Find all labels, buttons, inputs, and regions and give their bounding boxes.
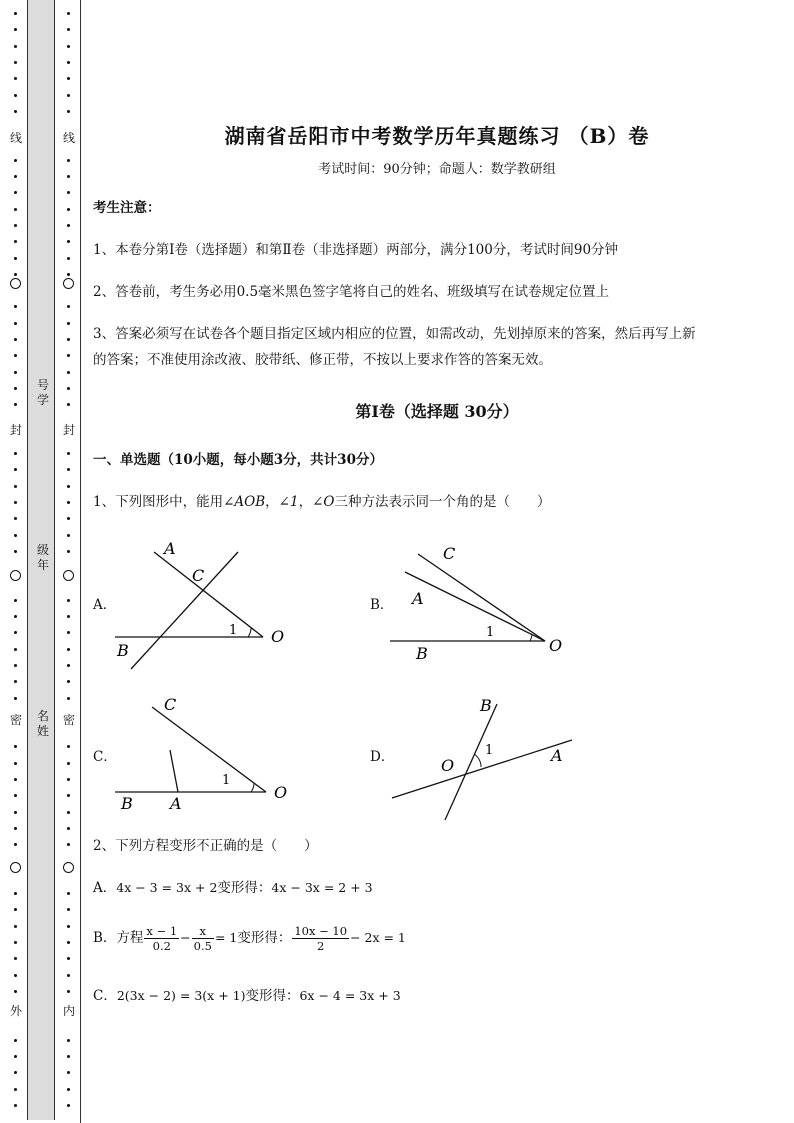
- binding-dot: [67, 208, 70, 211]
- page-title: 湖南省岳阳市中考数学历年真题练习 （B）卷: [224, 124, 650, 148]
- binding-dot: [67, 61, 70, 64]
- q1-figure-b: [385, 535, 585, 670]
- binding-dot: [67, 94, 70, 97]
- seal-mark-left-secret: 密: [9, 713, 22, 727]
- binding-dot: [67, 224, 70, 227]
- fig-c-angle-arc: [251, 783, 254, 792]
- q1-figure-c: [110, 690, 300, 820]
- binding-dot: [14, 941, 17, 944]
- binding-dot: [14, 1039, 17, 1042]
- fig-a-label-b: B: [117, 641, 129, 660]
- fig-c-segment: [170, 750, 178, 792]
- binding-dot: [14, 468, 17, 471]
- binding-dot: [67, 794, 70, 797]
- q2-b-frac-3-den: 2: [317, 939, 325, 953]
- fig-c-label-o: O: [274, 783, 288, 802]
- fig-c-ray-oc: [152, 707, 266, 792]
- q2-b-frac-2: [192, 924, 214, 953]
- binding-dot: [14, 517, 17, 520]
- binding-dot: [67, 615, 70, 618]
- q2-b-minus: −: [180, 930, 191, 945]
- fig-b-ray-oc: [418, 554, 545, 641]
- fig-d-label-o: O: [441, 756, 455, 775]
- binding-dot: [67, 664, 70, 667]
- fig-b-label-b: B: [416, 644, 428, 663]
- binding-dot: [14, 680, 17, 683]
- binding-dot: [67, 941, 70, 944]
- binding-dot: [67, 1039, 70, 1042]
- binding-dot: [14, 322, 17, 325]
- binding-dot: [14, 485, 17, 488]
- q1-stem-prefix: 1、下列图形中，能用: [93, 494, 224, 510]
- q2-option-c[interactable]: [93, 986, 401, 1006]
- fig-a-line: [131, 552, 238, 669]
- fig-b-label-a: A: [412, 589, 424, 608]
- binding-dot: [67, 159, 70, 162]
- binding-dot: [67, 12, 70, 15]
- binding-dot: [67, 371, 70, 374]
- fig-a-angle-arc: [248, 628, 251, 637]
- binding-dot: [67, 191, 70, 194]
- binding-dot: [67, 240, 70, 243]
- binding-dot: [67, 680, 70, 683]
- binding-dot: [14, 599, 17, 602]
- fig-a-label-a: A: [164, 539, 176, 558]
- binding-dot: [14, 1088, 17, 1091]
- fig-c-label-1: 1: [222, 773, 231, 788]
- q1-angle-aob: ∠AOB: [223, 494, 266, 510]
- binding-dot: [14, 224, 17, 227]
- binding-dot: [67, 827, 70, 830]
- binding-dot: [67, 892, 70, 895]
- binding-dot: [14, 61, 17, 64]
- binding-dot: [14, 908, 17, 911]
- q2-a-lhs: 4x − 3 = 3x + 2: [116, 880, 218, 895]
- binding-dot: [67, 990, 70, 993]
- binding-dot: [67, 403, 70, 406]
- binding-dot: [14, 990, 17, 993]
- binding-dot: [67, 599, 70, 602]
- q2-c-lhs: 2(3x − 2) = 3(x + 1): [116, 988, 246, 1003]
- fig-d-label-a: A: [551, 746, 563, 765]
- q2-b-frac-1-num: x − 1: [146, 924, 178, 938]
- binding-dot: [14, 762, 17, 765]
- binding-dot: [67, 354, 70, 357]
- q1-stem-suffix: 三种方法表示同一个角的是（ ）: [334, 494, 551, 510]
- binding-dot: [14, 159, 17, 162]
- q1-option-c-letter[interactable]: C．: [93, 749, 117, 765]
- binding-dot: [14, 28, 17, 31]
- binding-dot: [67, 1088, 70, 1091]
- field-grade: 级年: [36, 543, 49, 572]
- binding-dot: [67, 811, 70, 814]
- binding-dot: [14, 452, 17, 455]
- fig-b-label-c: C: [443, 544, 456, 563]
- q1-sep1: ，: [265, 494, 279, 510]
- question-2-stem: 2、下列方程变形不正确的是（ ）: [93, 838, 318, 854]
- fig-c-label-c: C: [164, 695, 177, 714]
- q1-option-b-letter[interactable]: B．: [370, 597, 394, 613]
- binding-dot: [67, 843, 70, 846]
- part-heading: 一、单选题（10小题，每小题3分，共计30分）: [93, 452, 383, 468]
- binding-dot: [67, 45, 70, 48]
- q2-option-a[interactable]: [93, 878, 373, 898]
- q2-option-b-letter: B．: [93, 930, 117, 946]
- binding-dot: [14, 811, 17, 814]
- fig-b-label-o: O: [549, 636, 563, 655]
- binding-dot: [14, 305, 17, 308]
- q1-option-a-letter[interactable]: A．: [93, 597, 117, 613]
- binding-dot: [67, 1055, 70, 1058]
- q2-c-mid: 变形得：: [245, 988, 300, 1004]
- binding-dot: [67, 1104, 70, 1107]
- binding-dot: [67, 550, 70, 553]
- q2-b-rest: − 2x = 1: [350, 930, 406, 945]
- binding-dot: [14, 191, 17, 194]
- q2-a-rhs: 4x − 3x = 2 + 3: [271, 880, 373, 895]
- binding-dot: [67, 957, 70, 960]
- q2-c-rhs: 6x − 4 = 3x + 3: [299, 988, 401, 1003]
- binding-dot: [14, 615, 17, 618]
- binding-dot: [14, 12, 17, 15]
- binding-ring: [63, 862, 74, 873]
- binding-dot: [14, 403, 17, 406]
- q2-option-a-letter: A．: [93, 880, 117, 896]
- fig-a-ray-oa: [154, 552, 263, 637]
- q2-b-frac-2-num: x: [192, 924, 214, 939]
- binding-dot: [14, 110, 17, 113]
- binding-dot: [14, 354, 17, 357]
- binding-dot: [67, 175, 70, 178]
- notice-item-2: 2、答卷前，考生务必用0.5毫米黑色签字笔将自己的姓名、班级填写在试卷规定位置上: [93, 284, 610, 300]
- binding-dot: [67, 697, 70, 700]
- fig-d-line-a: [392, 740, 572, 798]
- binding-dot: [67, 485, 70, 488]
- binding-dot: [14, 501, 17, 504]
- q1-figure-d: [385, 690, 585, 825]
- binding-dot: [67, 305, 70, 308]
- binding-dot: [14, 957, 17, 960]
- q2-b-frac-3: [292, 924, 349, 953]
- binding-dot: [14, 240, 17, 243]
- q2-b-mid: 变形得：: [237, 930, 292, 946]
- q1-angle-o: ∠O: [312, 494, 335, 510]
- binding-dot: [67, 745, 70, 748]
- binding-dot: [67, 501, 70, 504]
- q1-option-d-letter[interactable]: D．: [370, 749, 395, 765]
- binding-dot: [14, 273, 17, 276]
- seal-mark-left-line: 线: [9, 131, 22, 145]
- binding-dot: [14, 387, 17, 390]
- binding-dot: [14, 974, 17, 977]
- binding-dot: [67, 468, 70, 471]
- binding-dot: [67, 762, 70, 765]
- fig-b-angle-arc: [530, 634, 532, 641]
- binding-dot: [14, 648, 17, 651]
- q2-b-frac-3-num: 10x − 10: [294, 924, 348, 938]
- binding-dot: [14, 534, 17, 537]
- binding-dot: [67, 452, 70, 455]
- seal-mark-left-seal: 封: [9, 423, 22, 437]
- q2-option-c-letter: C．: [93, 988, 117, 1004]
- binding-dot: [14, 175, 17, 178]
- q1-figure-a: [110, 535, 300, 675]
- notice-item-3-cont: 的答案；不准使用涂改液、胶带纸、修正带，不按以上要求作答的答案无效。: [93, 352, 552, 368]
- q2-b-pre: 方程: [116, 930, 144, 946]
- binding-dot: [67, 925, 70, 928]
- binding-dot: [14, 257, 17, 260]
- seal-mark-right-inner: 内: [62, 1004, 75, 1018]
- binding-dot: [14, 778, 17, 781]
- seal-mark-right-line: 线: [62, 131, 75, 145]
- fig-a-label-o: O: [271, 627, 285, 646]
- binding-dot: [14, 843, 17, 846]
- binding-dot: [14, 1104, 17, 1107]
- q2-b-frac-1: [144, 924, 179, 953]
- field-name: 名姓: [36, 709, 49, 738]
- binding-dot: [14, 794, 17, 797]
- fig-d-label-b: B: [480, 696, 492, 715]
- field-student-number: 号学: [36, 378, 49, 407]
- question-1-stem: [93, 492, 550, 512]
- binding-dot: [67, 273, 70, 276]
- binding-dot: [67, 648, 70, 651]
- binding-dot: [14, 77, 17, 80]
- binding-ring: [10, 862, 21, 873]
- binding-dot: [14, 745, 17, 748]
- binding-ring: [10, 278, 21, 289]
- fig-d-label-1: 1: [485, 743, 494, 758]
- binding-dot: [67, 974, 70, 977]
- binding-dot: [67, 908, 70, 911]
- binding-dot: [67, 778, 70, 781]
- fig-a-label-1: 1: [229, 623, 238, 638]
- fig-c-label-b: B: [121, 794, 133, 813]
- binding-dot: [14, 697, 17, 700]
- binding-ring: [63, 278, 74, 289]
- binding-dot: [14, 1055, 17, 1058]
- binding-ring: [63, 570, 74, 581]
- binding-dot: [67, 534, 70, 537]
- fig-d-angle-arc: [474, 754, 481, 767]
- exam-info: 考试时间：90分钟；命题人：数学教研组: [318, 162, 556, 177]
- binding-dot: [14, 550, 17, 553]
- binding-ring: [10, 570, 21, 581]
- binding-dot: [14, 45, 17, 48]
- q2-b-frac-2-den: 0.5: [193, 939, 212, 953]
- seal-mark-right-seal: 封: [62, 423, 75, 437]
- fig-b-label-1: 1: [486, 625, 495, 640]
- binding-dot: [67, 28, 70, 31]
- binding-dot: [67, 338, 70, 341]
- binding-dot: [14, 827, 17, 830]
- binding-dot: [14, 208, 17, 211]
- q2-b-eq1: = 1: [214, 930, 238, 945]
- binding-dot: [14, 664, 17, 667]
- q1-angle-1: ∠1: [278, 494, 299, 510]
- binding-dot: [67, 631, 70, 634]
- binding-dot: [14, 892, 17, 895]
- binding-dot: [14, 338, 17, 341]
- fig-b-ray-oa: [405, 572, 545, 641]
- binding-dot: [14, 94, 17, 97]
- binding-dot: [67, 110, 70, 113]
- binding-dot: [14, 925, 17, 928]
- binding-dot: [67, 322, 70, 325]
- binding-dot: [14, 1071, 17, 1074]
- binding-dot: [14, 631, 17, 634]
- binding-dot: [67, 257, 70, 260]
- fig-a-label-c: C: [192, 566, 205, 585]
- seal-mark-right-secret: 密: [62, 713, 75, 727]
- binding-dot: [67, 387, 70, 390]
- q2-a-mid: 变形得：: [217, 880, 272, 896]
- fig-c-label-a: A: [170, 794, 182, 813]
- notice-item-1: 1、本卷分第I卷（选择题）和第Ⅱ卷（非选择题）两部分，满分100分，考试时间90分钟: [93, 242, 619, 258]
- notice-item-3: 3、答案必须写在试卷各个题目指定区域内相应的位置，如需改动，先划掉原来的答案，然后再写上新: [93, 326, 696, 342]
- section-title: 第I卷（选择题 30分）: [355, 402, 519, 421]
- seal-mark-left-outer: 外: [9, 1004, 22, 1018]
- binding-dot: [67, 1071, 70, 1074]
- notice-heading: 考生注意：: [93, 200, 161, 216]
- binding-dot: [67, 517, 70, 520]
- q1-sep2: ，: [298, 494, 313, 510]
- binding-dot: [67, 77, 70, 80]
- binding-dot: [14, 371, 17, 374]
- q2-option-b[interactable]: [93, 921, 406, 955]
- q2-b-frac-1-den: 0.2: [152, 939, 171, 953]
